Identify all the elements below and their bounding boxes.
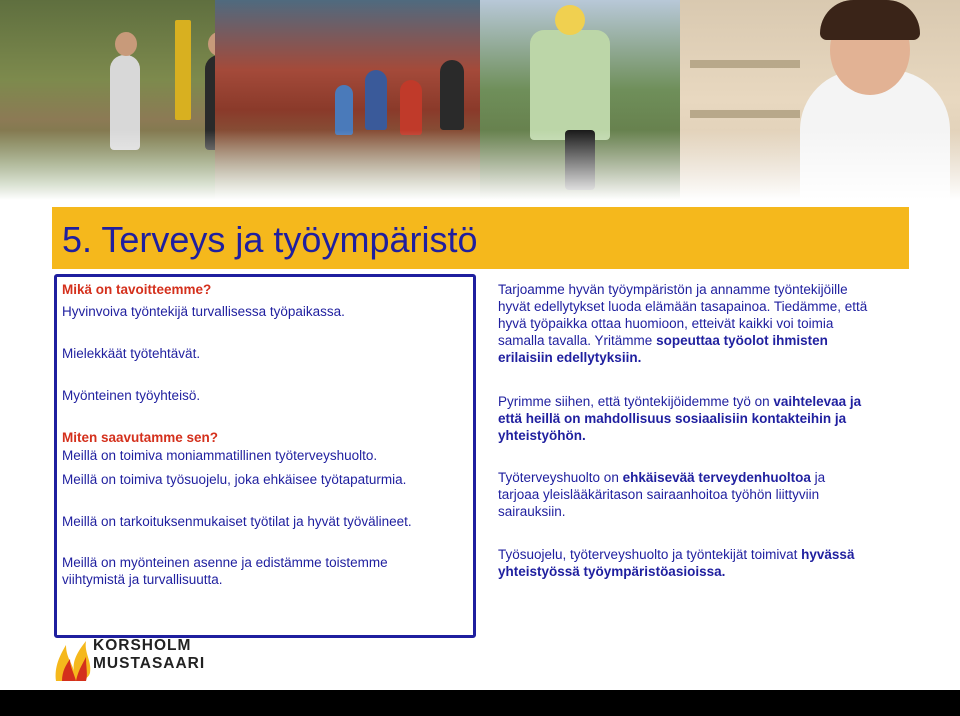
- emphasis-text: vaihtelevaa ja: [773, 394, 862, 409]
- text-run: ja: [810, 470, 826, 485]
- paragraph-work-environment: [498, 281, 903, 366]
- text-line: sairauksiin.: [498, 504, 566, 519]
- text-line: [498, 546, 903, 563]
- photo-banner: [0, 0, 960, 200]
- emphasis-text: sopeuttaa työolot ihmisten: [656, 333, 828, 348]
- emphasis-text: että heillä on mahdollisuus sosiaalisiin kontakteihin ja: [498, 411, 847, 426]
- emphasis-text: erilaisiin edellytyksiin.: [498, 350, 642, 365]
- emphasis-text: yhteistyössä työympäristöasioissa.: [498, 564, 726, 579]
- paragraph-cooperation: [498, 546, 903, 580]
- emphasis-text: ehkäisevää terveydenhuoltoa: [622, 470, 811, 485]
- text-line: hyvä työpaikka ottaa huomioon, etteivät kaikki voi toimia: [498, 316, 834, 331]
- means-item: viihtymistä ja turvallisuutta.: [62, 572, 223, 587]
- text-run: samalla tavalla. Yritämme: [498, 333, 657, 348]
- text-line: [498, 469, 903, 486]
- goal-item: Mielekkäät työtehtävät.: [62, 346, 201, 361]
- means-heading: Miten saavutamme sen?: [62, 430, 219, 445]
- text-run: Työsuojelu, työterveyshuolto ja työntekijät toimivat: [498, 547, 802, 562]
- text-line: Tarjoamme hyvän työympäristön ja annamme työntekijöille: [498, 282, 848, 297]
- means-item: Meillä on tarkoituksenmukaiset työtilat ja hyvät työvälineet.: [62, 514, 412, 529]
- page-title: 5. Terveys ja työympäristö: [62, 219, 478, 260]
- goals-heading: Mikä on tavoitteemme?: [62, 282, 212, 297]
- text-line: tarjoaa yleislääkäritason sairaanhoitoa työhön liittyviin: [498, 487, 820, 502]
- text-line: hyvät edellytykset luoda elämään tasapainoa. Tiedämme, että: [498, 299, 868, 314]
- goal-item: Myönteinen työyhteisö.: [62, 388, 201, 403]
- means-item: Meillä on toimiva työsuojelu, joka ehkäisee työtapaturmia.: [62, 472, 407, 487]
- emphasis-text: hyvässä: [801, 547, 855, 562]
- text-run: Pyrimme siihen, että työntekijöidemme työ on: [498, 394, 774, 409]
- logo-text-korsholm: KORSHOLM: [93, 637, 192, 654]
- logo-text-mustasaari: MUSTASAARI: [93, 655, 206, 672]
- flame-logo-icon: [52, 637, 96, 683]
- paragraph-varied-work: [498, 393, 903, 444]
- text-line: [498, 393, 903, 410]
- title-bar: [52, 207, 909, 269]
- emphasis-text: yhteistyöhön.: [498, 428, 586, 443]
- text-line: [498, 332, 903, 349]
- means-item: Meillä on toimiva moniammatillinen työterveyshuolto.: [62, 448, 378, 463]
- means-item: Meillä on myönteinen asenne ja edistämme toistemme: [62, 555, 388, 570]
- banner-fade: [0, 130, 960, 200]
- footer-bar: [0, 690, 960, 716]
- paragraph-occupational-health: [498, 469, 903, 520]
- text-run: Työterveyshuolto on: [498, 470, 623, 485]
- goal-item: Hyvinvoiva työntekijä turvallisessa työpaikassa.: [62, 304, 345, 319]
